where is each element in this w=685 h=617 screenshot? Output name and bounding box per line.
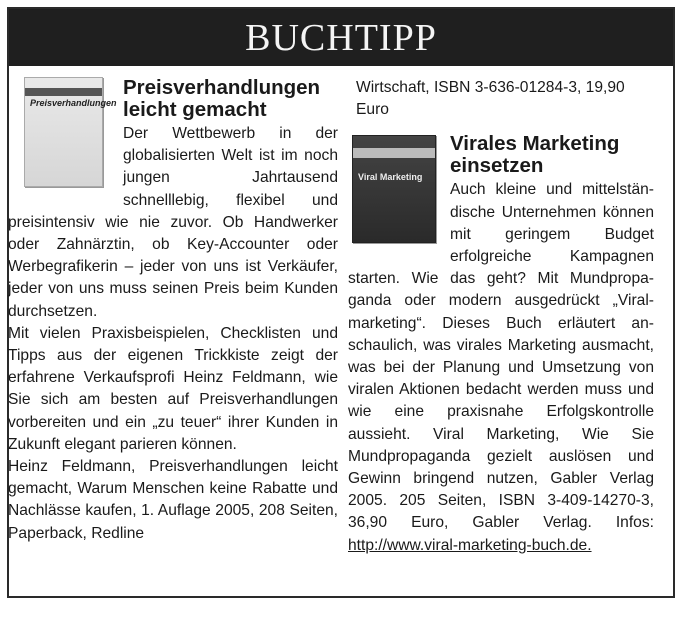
cover-title: Preisverhandlungen — [30, 98, 117, 108]
article-heading: Virales Marketing einsetzen — [450, 132, 620, 178]
cover-band — [353, 148, 435, 158]
left-column — [8, 77, 338, 545]
book-cover-preisverhandlungen — [24, 77, 117, 187]
right-column — [348, 77, 654, 557]
book-cover-viral-marketing — [352, 135, 436, 243]
article-continuation: Wirtschaft, ISBN 3-636-01284-3, 19,90 Euro — [356, 79, 625, 119]
article-body: Auch kleine und mittelständische Unternehmen können mit geringem Budget erfolgreiche Kampagnen starten. Wie das geht? Mit Mundpropaganda oder modern ausgedrückt „Viralmarketing“. Dieses Buch erläutert anschaulich, was virales Marketing ausmacht, was bei der Planung und Umsetzung von viralen Aktionen bedacht werden muss und wie eine praxisnahe Erfolgskontrolle aussieht. Viral Marketing, Wie Sie Mundpropaganda gezielt auslösen und Gewinn bringend nutzen, Gabler Verlag 2005. 205 Seiten, ISBN 3-409-14270-3, 36,90 Euro, Gabler Verlag. Infos: — [348, 181, 654, 532]
article-paragraph: Der Wettbewerb in der globalisierten Welt ist im noch jungen Jahrtausend schnelllebig, flexibel und preisintensiv wie nie zuvor. Ob Handwerker oder Zahnärztin, ob Key-Accounter oder Werbegrafikerin – jeder von uns ist Verkäufer, jeder von uns muss seinen Preis beim Kunden durchsetzen. — [8, 125, 338, 320]
article-heading: Preisverhandlungen leicht gemacht — [123, 76, 321, 121]
website-link[interactable]: http://www.viral-marketing-buch.de. — [348, 536, 592, 554]
cover-band — [25, 88, 102, 96]
section-title: BUCHTIPP — [245, 16, 437, 59]
header-bar — [9, 9, 673, 66]
article-paragraph: Mit vielen Praxisbeispielen, Checklisten und Tipps aus der eigenen Trickkiste zeigt der erfahrene Verkaufsprofi Heinz Feldmann, wie Sie sich am besten auf Preisverhandlungen vorbereiten und ein „zu teuer“ ihrer Kunden in Zukunft elegant parieren können. — [8, 324, 338, 453]
cover-title: Viral Marketing — [358, 172, 423, 183]
article-paragraph: Heinz Feldmann, Preisverhandlungen leicht gemacht, Warum Menschen keine Rabatte und Nachlässe kaufen, 1. Auflage 2005, 208 Seiten, Paperback, Redline — [8, 458, 338, 542]
